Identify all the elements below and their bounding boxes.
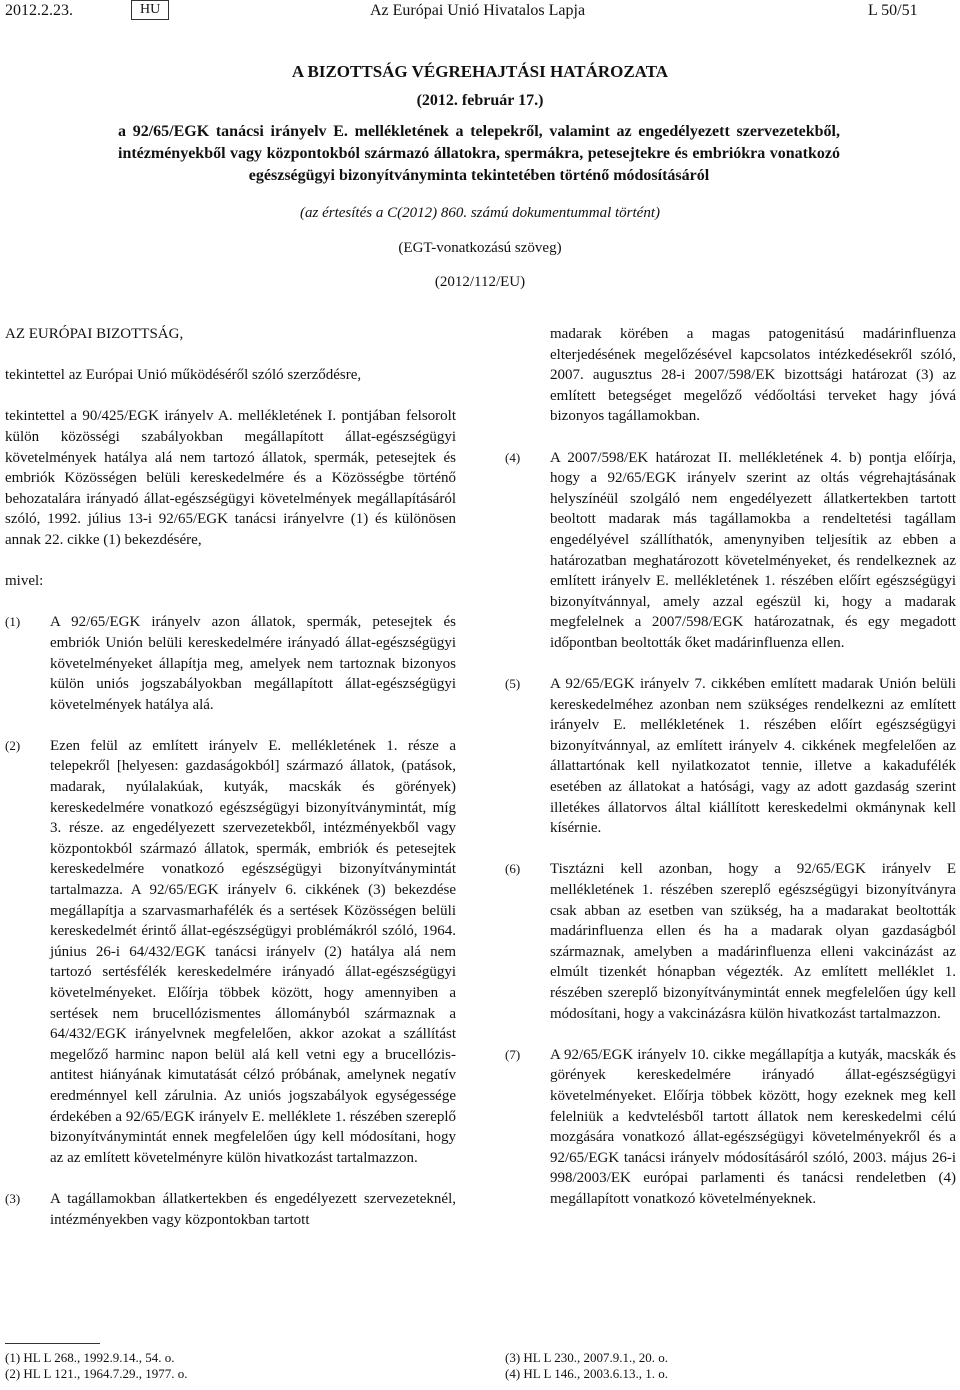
header-date: 2012.2.23.	[5, 2, 73, 19]
recital-text: Ezen felül az említett irányelv E. mellékletének 1. része a telepekről [helyesen: gazdaságokból] származó állatok, (patások, madarak, nyúlalakúak, kutyák, macskák és görények) kereskedelmére vonatkozó egészségügyi bizonyítványmintát, míg 3. része. az engedélyezett szervezetekből, intézményekből vagy központokból származó állatok, spermák, embriók és petesejtek kereskedelmére vonatkozó egészségügyi bizonyítványmintát tartalmazza. A 92/65/EGK irányelv 6. cikkének (3) bekezdése megállapítja a szarvasmarhafélék és a sertések Közösségen belüli kereskedelmét érintő állat-egészségügyi problémákról szóló, 1964. június 26-i 64/432/EGK tanácsi irányelv (2) hatálya alá nem tartozó sertésfélék kereskedelmére irányadó állat-egészségügyi követelményeket. Előírja többek között, hogy amennyiben a sertések nem brucellózismentes állományból származnak a 64/432/EGK irányelvnek megfelelően, akkor azokat a szállítást megelőző harminc napon belül alá kell vetni egy a brucellózis-antitest hiányának kimutatását célzó próbának, amelynek negatív eredménnyel kell zárulnia. Az uniós jogszabályok egységessége érdekében a 92/65/EGK irányelv E. melléklete 1. részében szereplő bizonyítványmintát ennek megfelelően úgy kell módosítani, hogy az az említett követelményre külön hivatkozást tartalmazzon.	[50, 737, 456, 1166]
document-title: A BIZOTTSÁG VÉGREHAJTÁSI HATÁROZATA	[291, 62, 669, 81]
having-regard-directive: tekintettel a 90/425/EGK irányelv A. mellékletének I. pontjában felsorolt külön közösségi szabályokban megállapított állat-egészségügyi követelmények hatálya alá nem tartozó állatok, spermák, petesejtek és embriók Közösségen belüli kereskedelmére és a Közösségbe történő behozatalára irányadó állat-egészségügyi követelmények megállapításáról szóló, 1992. július 13-i 92/65/EGK tanácsi irányelvre (1) és különösen annak 22. cikke (1) bekezdésére,	[5, 408, 456, 548]
whereas-line: mivel:	[5, 573, 44, 590]
institution-line: AZ EURÓPAI BIZOTTSÁG,	[5, 326, 184, 342]
recital-5	[505, 674, 956, 839]
having-regard-treaty: tekintettel az Európai Unió működéséről szóló szerződésre,	[5, 367, 362, 384]
recital-number: (6)	[505, 861, 521, 877]
footnote-4: (4) HL L 146., 2003.6.13., 1. o.	[505, 1366, 668, 1381]
footnote-rule	[5, 1343, 100, 1344]
footnote-3: (3) HL L 230., 2007.9.1., 20. o.	[505, 1350, 668, 1365]
recital-number: (1)	[5, 614, 21, 630]
document-subject: a 92/65/EGK tanácsi irányelv E. mellékletének a telepekről, valamint az engedélyezett szervezetekből, intézményekből vagy központokból származó állatokra, spermákra, petesejtekre és embriókra vonatkozó egészségügyi bizonyítványminta tekintetében történő módosításáról	[118, 123, 840, 184]
footnote-1: (1) HL L 268., 1992.9.14., 54. o.	[5, 1350, 175, 1365]
left-column	[5, 324, 456, 1251]
recital-number: (5)	[505, 676, 521, 692]
document-date: (2012. február 17.)	[416, 92, 544, 109]
recital-number: (7)	[505, 1046, 521, 1062]
recital-4	[505, 448, 956, 654]
reference-number: (2012/112/EU)	[434, 274, 526, 290]
recital-text: madarak körében a magas patogenitású madárinfluenza elterjedésének megelőzésével kapcsolatos intézkedésekről szóló, 2007. augusztus 28-i 2007/598/EK bizottsági határozat (3) az említett betegséget megelőző védőoltási terveket hagy jóvá bizonyos tagállamokban.	[550, 326, 956, 425]
recital-number: (2)	[5, 737, 21, 753]
right-column	[505, 324, 956, 1230]
recital-text: A 92/65/EGK irányelv azon állatok, spermák, petesejtek és embriók Unión belüli kereskedelmére irányadó állat-egészségügyi követelményeket állapítja meg, amelyek nem tartoznak bizonyos külön uniós jogszabályokban megállapított állat-egészségügyi követelmények hatálya alá.	[50, 614, 456, 713]
recital-number: (3)	[5, 1190, 21, 1206]
recital-number: (4)	[505, 449, 521, 465]
recital-text: A 92/65/EGK irányelv 7. cikkében említett madarak Unión belüli kereskedelméhez azonban nem szükséges rendelkezni az említett irányelv E. mellékletének 1. részében előírt egészségügyi bizonyítvánnyal, az említett irányelv 4. cikkének megfelelően az állattartónak kell nyilatkozatot tennie, illetve a kakadufélék esetében az állatokat a hatósági, vagy az adott gazdaság szerint illetékes állatorvos által kiállított kereskedelmi okmánynak kell kísérnie.	[550, 676, 956, 837]
page-number: L 50/51	[868, 2, 918, 19]
eea-relevance: (EGT-vonatkozású szöveg)	[398, 240, 562, 256]
recital-text: A 2007/598/EK határozat II. mellékletének 4. b) pontja előírja, hogy a 92/65/EGK irányelv szerint az oltás végrehajtásának helyszínéül szolgáló nem engedélyezett állatkertekben tartott beoltott madarak más tagállamokba a rendeltetési tagállam engedélyével szállíthatók, amenynyiben teljesítik az ebben a határozatban meghatározott követelményeket, és rendelkeznek az említett irányelv E. mellékletének 1. részében előírt egészségügyi bizonyítvánnyal, amely azzal egészül ki, hogy a madarak megfelelnek a 2007/598/EGK határozatnak, és egy megadott időpontban beoltották őket madárinfluenza ellen.	[550, 449, 956, 651]
footnote-2: (2) HL L 121., 1964.7.29., 1977. o.	[5, 1366, 188, 1381]
recital-text: A 92/65/EGK irányelv 10. cikke megállapítja a kutyák, macskák és görények kereskedelmére irányadó állat-egészségügyi követelményeket. Előírja többek között, hogy ezeknek meg kell felelniük a kedvtelésből tartott állatok nem kereskedelmi célú mozgására vonatkozó állat-egészségügyi követelményekről és a 92/65/EGK tanácsi irányelv módosításáról szóló, 2003. május 26-i 998/2003/EK európai parlamenti és tanácsi rendeletben (4) megállapított vonatkozó követelményeknek.	[550, 1046, 956, 1207]
journal-title: Az Európai Unió Hivatalos Lapja	[370, 2, 586, 19]
recital-text: A tagállamokban állatkertekben és engedélyezett szervezeteknél, intézményekben vagy központokban tartott	[50, 1190, 456, 1228]
recital-3-continued	[505, 324, 956, 427]
recital-1	[5, 612, 456, 715]
recital-3	[5, 1189, 456, 1230]
recital-text: Tisztázni kell azonban, hogy a 92/65/EGK irányelv E mellékletének 1. részében szereplő egészségügyi bizonyítványra csak abban az esetben van szükség, ha a madarakat beoltották madárinfluenza ellen és ha a madarak olyan gazdaságból származnak, amelyben a madárinfluenza elleni vakcinázást az elmúlt tizenkét hónapban végezték. Az említett melléklet 1. részében szereplő bizonyítványmintát ennek megfelelően úgy kell módosítani, hogy a vakcinázásra külön hivatkozást tartalmazzon.	[550, 861, 956, 1022]
footnotes-left	[5, 1350, 445, 1382]
recital-7	[505, 1045, 956, 1210]
language-badge: HU	[131, 0, 169, 20]
title-block	[0, 60, 960, 112]
notification-line: (az értesítés a C(2012) 860. számú dokumentummal történt)	[300, 205, 660, 221]
recital-2	[5, 736, 456, 1168]
footnotes-right	[505, 1350, 945, 1382]
page-header	[0, 0, 960, 28]
recital-6	[505, 859, 956, 1024]
